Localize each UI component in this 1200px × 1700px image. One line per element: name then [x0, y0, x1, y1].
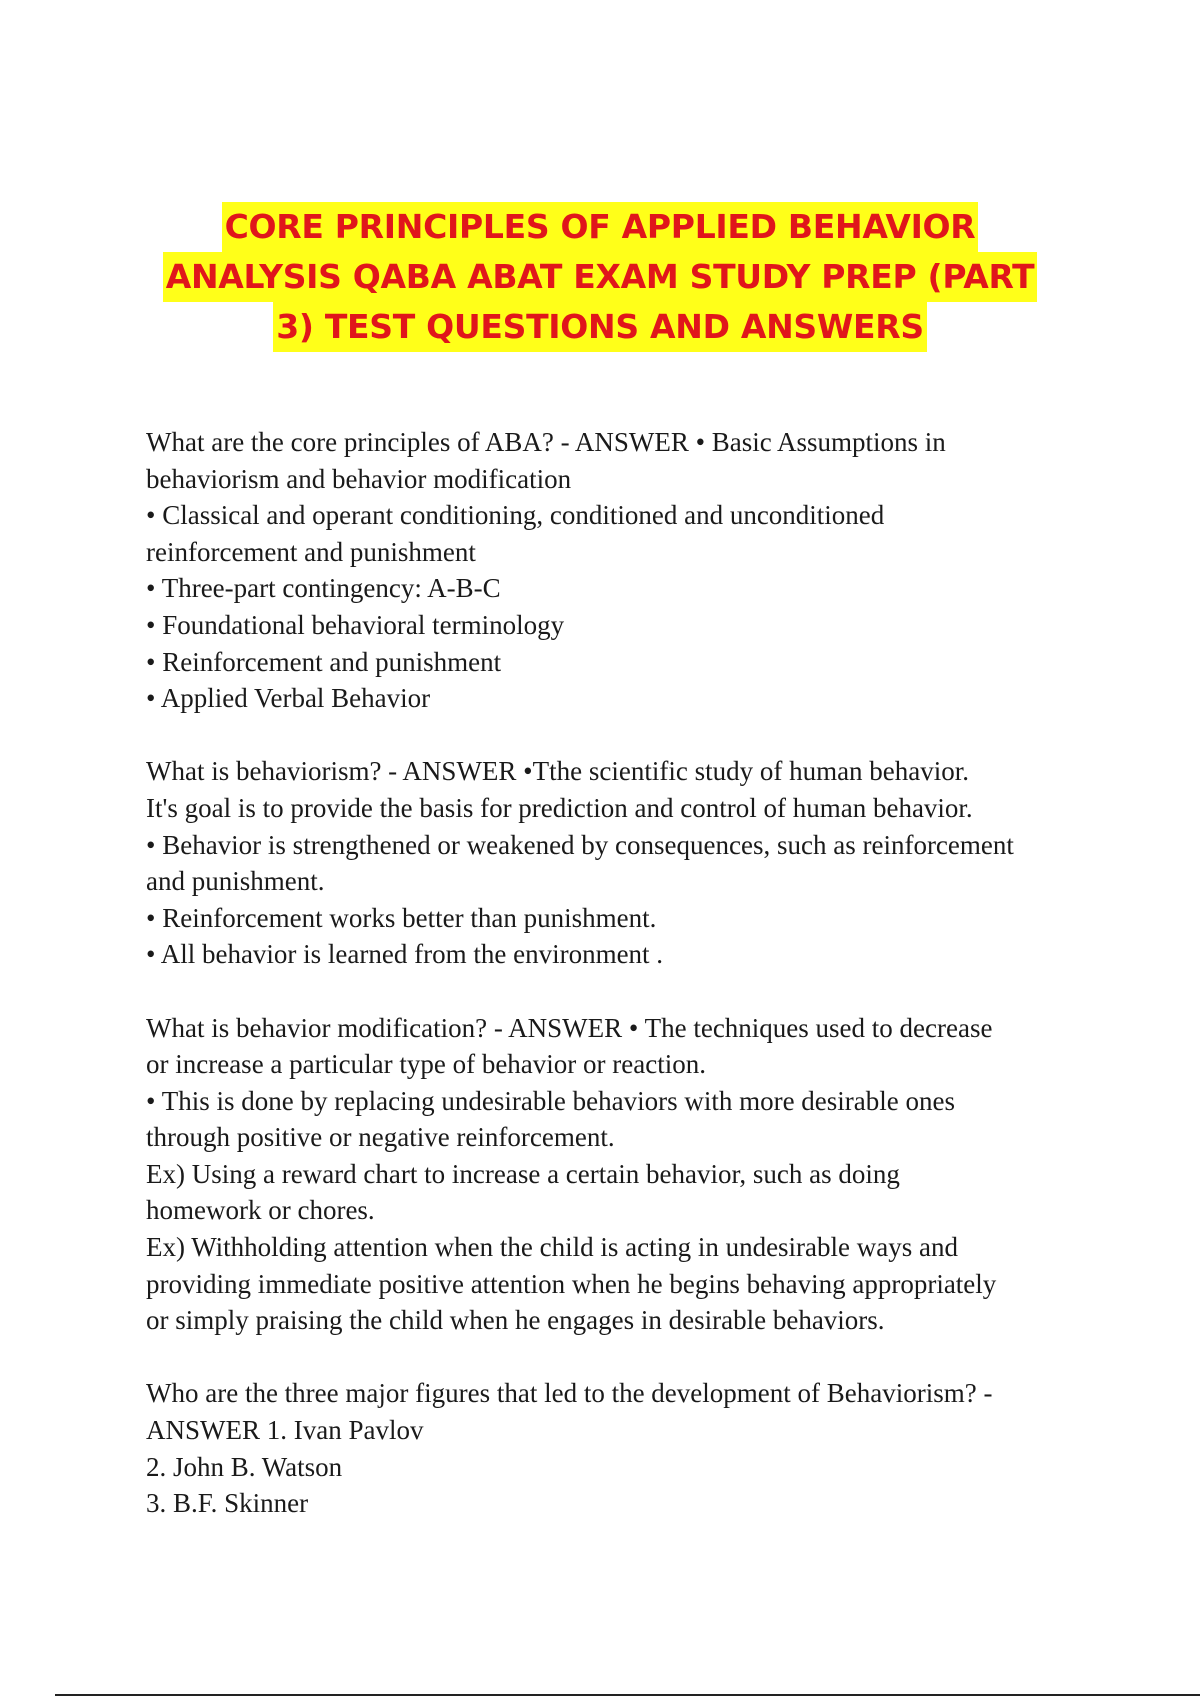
text-line: • Reinforcement works better than punishment.: [146, 902, 657, 933]
text-line: It's goal is to provide the basis for prediction and control of human behavior.: [146, 792, 973, 823]
text-line: or simply praising the child when he engages in desirable behaviors.: [146, 1305, 885, 1336]
page-bottom-divider: [55, 1694, 1200, 1696]
qa-block: [146, 1010, 1106, 1339]
text-line: 2. John B. Watson: [146, 1451, 343, 1482]
text-line: • Applied Verbal Behavior: [146, 683, 431, 714]
text-line: • Reinforcement and punishment: [146, 646, 502, 677]
text-line: What is behaviorism? - ANSWER •Tthe scientific study of human behavior.: [146, 756, 970, 787]
text-line: • All behavior is learned from the environment .: [146, 939, 664, 970]
title-line: ANALYSIS QABA ABAT EXAM STUDY PREP (PART: [163, 252, 1038, 302]
text-line: What are the core principles of ABA? - ANSWER • Basic Assumptions in: [146, 427, 946, 457]
qa-block: [146, 1375, 1106, 1521]
text-line: providing immediate positive attention when he begins behaving appropriately: [146, 1268, 997, 1299]
text-line: behaviorism and behavior modification: [146, 463, 572, 494]
qa-block: [146, 424, 1106, 717]
text-line: • Three-part contingency: A-B-C: [146, 573, 501, 604]
text-line: Ex) Using a reward chart to increase a certain behavior, such as doing: [146, 1158, 900, 1189]
text-line: • Behavior is strengthened or weakened by consequences, such as reinforcement: [146, 829, 1014, 860]
text-line: homework or chores.: [146, 1195, 375, 1226]
text-line: ANSWER 1. Ivan Pavlov: [146, 1415, 424, 1446]
document-title: [0, 202, 1200, 352]
document-body: [146, 424, 1106, 1558]
text-line: • Foundational behavioral terminology: [146, 609, 565, 640]
qa-block: [146, 753, 1106, 973]
text-line: What is behavior modification? - ANSWER • The techniques used to decrease: [146, 1012, 993, 1043]
title-line: 3) TEST QUESTIONS AND ANSWERS: [273, 302, 927, 352]
text-line: Who are the three major figures that led to the development of Behaviorism? -: [146, 1378, 993, 1409]
text-line: 3. B.F. Skinner: [146, 1488, 309, 1519]
text-line: or increase a particular type of behavior or reaction.: [146, 1049, 706, 1080]
text-line: Ex) Withholding attention when the child is acting in undesirable ways and: [146, 1232, 958, 1263]
text-line: reinforcement and punishment: [146, 536, 476, 567]
text-line: • This is done by replacing undesirable behaviors with more desirable ones: [146, 1085, 955, 1116]
title-line: CORE PRINCIPLES OF APPLIED BEHAVIOR: [222, 202, 979, 252]
text-line: through positive or negative reinforcement.: [146, 1122, 615, 1153]
text-line: and punishment.: [146, 866, 325, 897]
text-line: • Classical and operant conditioning, conditioned and unconditioned: [146, 500, 885, 531]
